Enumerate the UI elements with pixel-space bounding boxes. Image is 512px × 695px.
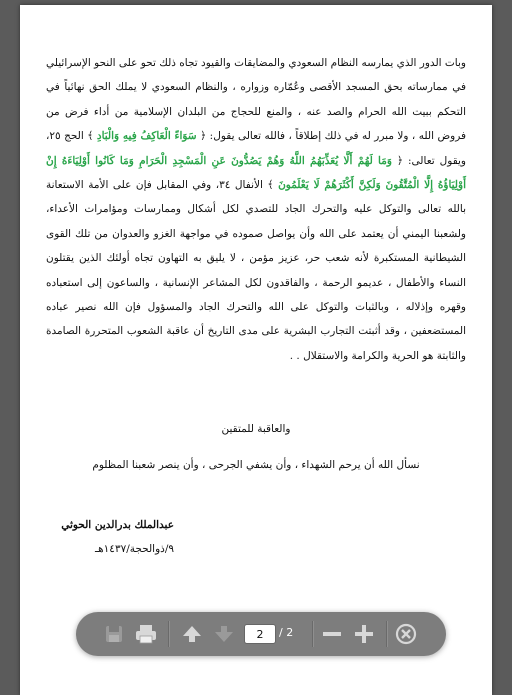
toolbar-separator [312,621,314,647]
signature-name: عبدالملك بدرالدين الحوثي [61,519,174,531]
paragraph-text-2: ﴾ الحج ٢٥، ويقول تعالى: ﴿ [46,130,466,167]
document-page [20,5,492,695]
toolbar-separator [168,621,170,647]
closing-line-2: نسأل الله أن يرحم الشهداء ، وأن يشفي الجرحى ، وأن ينصر شعبنا المظلوم [92,459,420,471]
close-icon[interactable] [394,622,418,646]
quran-verse-2: وَمَا لَهُمْ أَلَّا يُعَذِّبَهُمُ اللَّهُ وَهُمْ يَصُدُّونَ عَنِ الْمَسْجِدِ الْحَرَامِ وَمَا كَانُوا أَوْلِيَاءَهُ إِنْ أَوْلِيَاؤُهُ إِلَّا الْمُتَّقُونَ وَلَكِنَّ أَكْثَرَهُمْ لَا يَعْلَمُونَ [46,154,466,192]
zoom-in-icon[interactable] [352,622,376,646]
body-paragraph [46,51,466,368]
arrow-down-icon[interactable] [212,622,236,646]
toolbar-separator [386,621,388,647]
zoom-out-icon[interactable] [320,622,344,646]
page-count-label: / 2 [279,626,294,639]
page-number-input[interactable] [244,624,276,644]
quran-verse-1: سَوَاءً الْعَاكِفُ فِيهِ وَالْبَادِ [96,130,197,143]
signature-date: ٩/ذوالحجة/١٤٣٧هـ [95,543,174,555]
paragraph-text-3: ﴾ الأنفال ٣٤، وفي المقابل فإن على الأمة الاستعانة بالله تعالى والتوكل عليه والتحرك الجاد للتصدي لكل أشكال وممارسات ومؤامرات الأعداء، ولشعبنا اليمني أن يعتمد على الله وأن يواصل صموده في مواجهة الغزو والعدوان من تلك القوى الشيطانية المستكبرة لأنه شعب حر، عزيز مؤمن ، لا يليق به التهاون تجاه أولئك الذين يقتلون النساء والأطفال ، عديمو الرحمة ، والفاقدون لكل المشاعر الإنسانية ، والساعون إلى استعباده وقهره وإذلاله ، وبالثبات والتوكل على الله والتحرك الجاد والمسؤول فإن الله نصير عباده المستضعفين ، وقد أثبتت التجارب البشرية على مدى التاريخ أن عاقبة الشعوب المتحررة الصامدة والثابتة هو الحرية والكرامة والاستقلال . . [46,179,466,362]
arrow-up-icon[interactable] [180,622,204,646]
save-icon[interactable] [102,622,126,646]
pdf-toolbar [76,612,446,656]
paragraph-text-1: وبات الدور الذي يمارسه النظام السعودي والمضايقات والقيود تجاه ذلك تحو على النحو الإسرائيلي في ممارساته بحق المسجد الأقصى وعُمّاره وزواره ، والنظام السعودي لا يملك الحق نهائياً في التحكم ببيت الله الحرام والصد عنه ، والمنع للحجاج من البلدان الإسلامية من أداء فرض من فروض الله ، ولا مبرر له في ذلك إطلاقاً ، فالله تعالى يقول: ﴿ [46,57,467,143]
print-icon[interactable] [134,622,158,646]
closing-line-1: والعاقبة للمتقين [221,423,291,435]
